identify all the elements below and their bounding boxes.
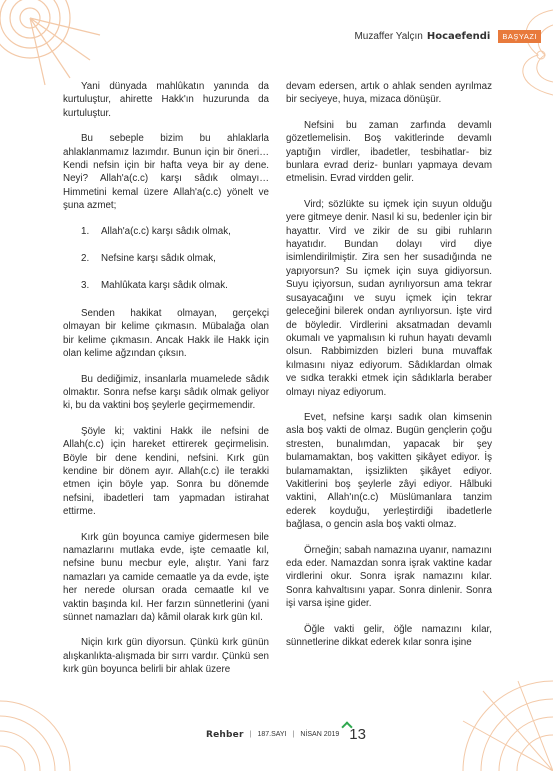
paragraph: Niçin kırk gün diyorsun. Çünkü kırk günün alışkanlıkta-alışmada bir sırrı vardır. Çünkü sen kırk gün boyunca belirli bir ahlak üzere (63, 637, 269, 676)
list-number: 3. (81, 280, 90, 292)
author-first-name: Muzaffer Yalçın (354, 31, 423, 42)
paragraph: Vird; sözlükte su içmek için suyun olduğu yere gitmeye denir. Nasıl ki su, bedenler için bir hayattır. Vird ve zikir de su gibi ruhların hayatıdır. Bundan dolayı vird diye isimlendirilmiştir. Zira sen her susadığında ne yapıyorsun? Su içmek için suya gidiyorsun. Suyu içiyorsun, sudan ayrılıyorsun ama tekrar susayacağını ve suyu içmek için tekrar geleceğini bilerek ondan ayrılıyorsun. İşte vird de böyledir. Virdlerini aksatmadan devamlı okumalı ve yapmalısın ki ruhun hayatı devamlı olsun. Rabbimizden bizleri buna muvaffak kılmasını niyaz ediyorum. Sâdıklardan olmak ve sıdka terakki etmek için sâdıklarla beraber olmayı niyaz ediyorum. (286, 198, 492, 398)
list-item (81, 279, 269, 292)
page-number: 13 (349, 726, 366, 743)
paragraph: Şöyle ki; vaktini Hakk ile nefsini de Allah(c.c) için hareket ettirerek geçirmelisin. Böyle bir dene kendini, nefsini. Kırk gün kendine bir dönem ayır. Allah(c.c) ile terakki etmen için böyle yap. Sonra bu dönemde nefsini, ibadetleri tam yapmadan istirahat ettirme. (63, 425, 269, 518)
list-text: Allah'a(c.c) karşı sâdık olmak, (101, 225, 231, 237)
author-last-name: Hocaefendi (426, 31, 491, 42)
paragraph: Öğle vakti gelir, öğle namazını kılar, sünnetlerine dikkat ederek kılar sonra işine (286, 623, 492, 649)
list-number: 2. (81, 253, 90, 265)
list-text: Nefsine karşı sâdık olmak, (101, 253, 216, 265)
footer-separator: | (292, 731, 295, 738)
corner-ornament-top-right (483, 0, 553, 100)
list-item (81, 225, 269, 238)
list-item (81, 252, 269, 265)
issue-date: NİSAN 2019 (300, 731, 340, 738)
paragraph: Nefsini bu zaman zarfında devamlı gözetlemelisin. Boş vakitlerinde devamlı yaptığın virdler, ibadetler, tesbihatlar- biz bunlara evrad deriz- bunları yapmaya devam etmelisin. Evrad virdden gelir. (286, 119, 492, 185)
corner-ornament-bottom-left (0, 676, 110, 771)
corner-ornament-top-left (0, 0, 110, 90)
page-header (354, 30, 541, 43)
paragraph: Bu sebeple bizim bu ahlaklarla ahlaklanmamız lazımdır. Bunun için bir öneri… Kendi nefsin için bir hafta veya bir ay dene. Neyi? Allah'a(c.c) karşı sâdık olmayı… Himmetini kemal üzere Allah'a(c.c) yönelt ve şuna azmet; (63, 133, 269, 212)
paragraph: Senden hakikat olmayan, gerçekçi olmayan bir kelime çıkmasın. Mübalağa olan bir kelime çıkmasın. Ancak Hakk ile Hakk için olan kelime ağzından çıksın. (63, 307, 269, 360)
paragraph: Yani dünyada mahlûkatın yanında da kurtuluştur, ahirette Hakk'ın huzurunda da kurtuluştur. (63, 81, 269, 119)
page-footer (206, 726, 366, 743)
section-badge: BAŞYAZI (498, 30, 541, 43)
paragraph: devam edersen, artık o ahlak senden ayrılmaz bir seciyeye, huya, mizaca dönüşür. (286, 81, 492, 106)
paragraph: Bu dediğimiz, insanlarla muamelede sâdık olmaktır. Sonra nefse karşı sâdık olmak geliyor ki, bu da vaktini boş şeylerle geçirmemendir. (63, 373, 269, 412)
magazine-logo: Rehber (206, 729, 244, 740)
list-number: 1. (81, 225, 90, 237)
right-column (286, 80, 492, 661)
numbered-list (63, 225, 269, 293)
paragraph: Örneğin; sabah namazına uyanır, namazını eda eder. Namazdan sonra işrak vaktine kadar virdlerini okur. Sonra işrak namazını kılar. Sonra kahvaltısını yapar. Sonra dinlenir. Sonra işi varsa işine gider. (286, 544, 492, 610)
corner-ornament-bottom-right (423, 661, 553, 771)
paragraph: Kırk gün boyunca camiye gidermesen bile namazlarını mutlaka evde, işte cemaatle kıl, nefsine bunu mecbur eyle, alıştır. Yani farz namazları ya camide cemaatle ya da evde, işte her nerede olursan orada cemaatle kıl ve vaktin başında kıl. Her farzın sünnetlerini (yani sünnet namazları da) kâmil olarak kırk gün kıl. (63, 531, 269, 623)
footer-separator: | (249, 731, 252, 738)
left-column (63, 80, 269, 689)
paragraph: Evet, nefsine karşı sadık olan kimsenin asla boş vakti de olmaz. Bugün gençlerin çoğu stresten, bunalımdan, yapacak bir şey bulamamaktan, boş vakitten şikâyet ediyor. İş bulamamaktan, işsizlikten şikâyet ediyor. Vakitlerini boş şeylerle zâyi ediyor. Hâlbuki vaktini, Allah'ın(c.c) Müslümanlara tanzim ederek koyduğu, yerleştirdiği ibadetlerle bağlasa, o gencin asla boş vakti olmaz. (286, 411, 492, 531)
list-text: Mahlûkata karşı sâdık olmak. (101, 280, 228, 292)
issue-number: 187.SAYI (257, 731, 287, 738)
